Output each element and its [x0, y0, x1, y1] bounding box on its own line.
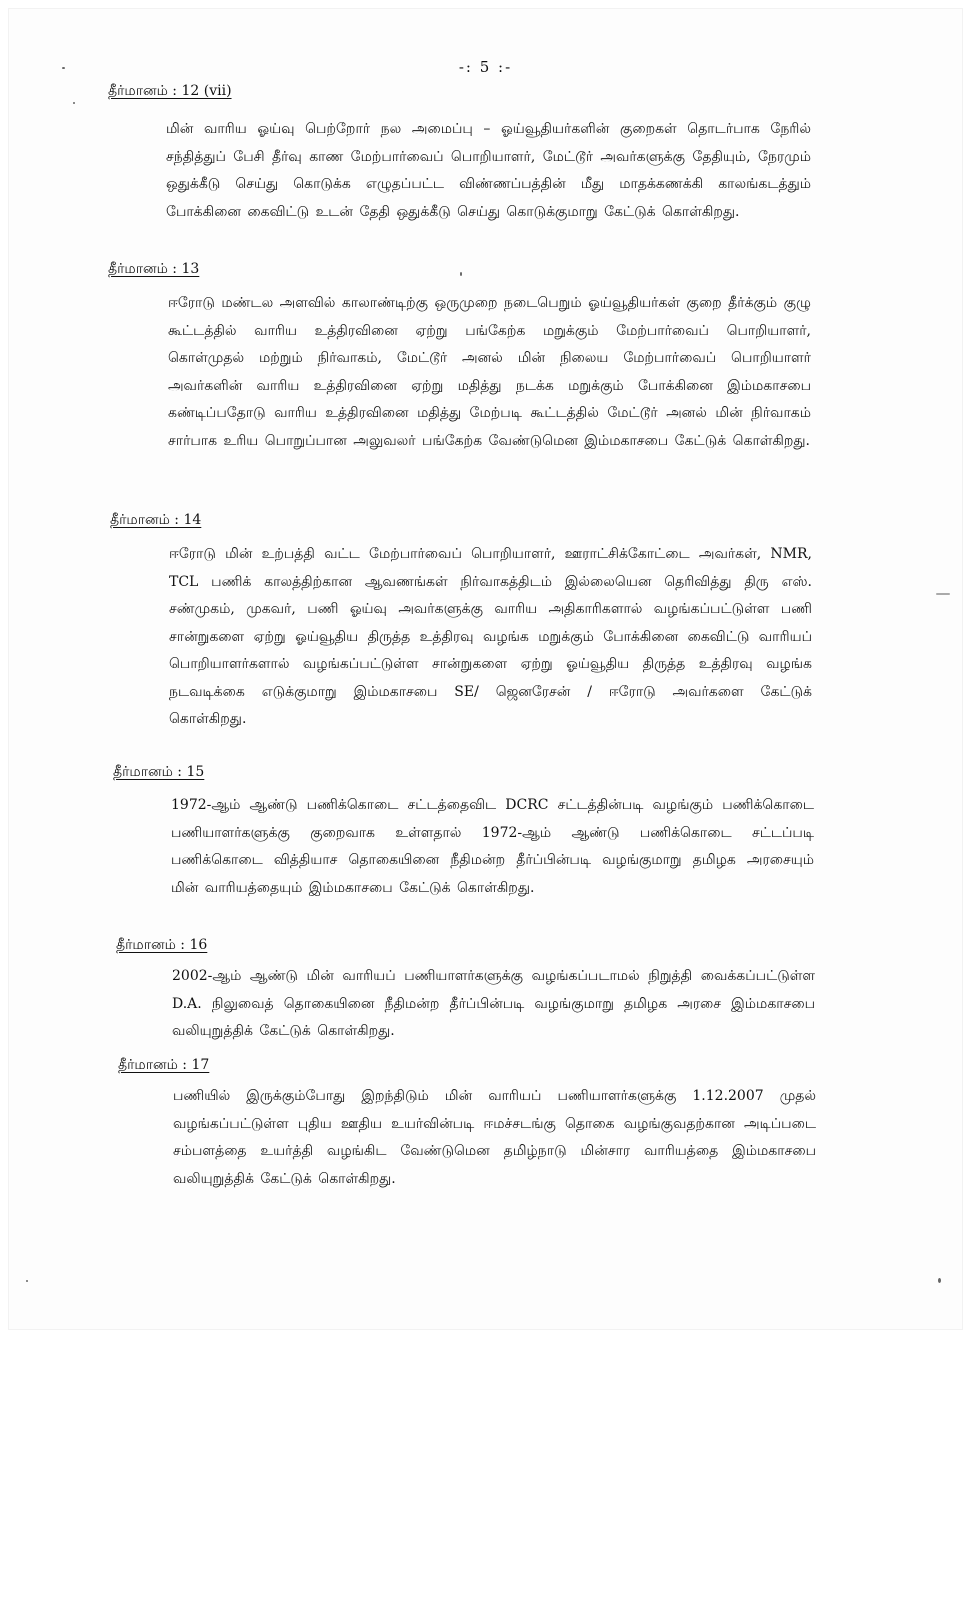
scan-speck: [938, 1278, 941, 1283]
scan-speck: [26, 1280, 28, 1282]
scan-speck: [73, 102, 75, 104]
resolution-body: 1972-ஆம் ஆண்டு பணிக்கொடை சட்டத்தைவிட DCRC சட்டத்தின்படி வழங்கும் பணிக்கொடை பணியாளர்களுக்கு குறைவாக உள்ளதால் 1972-ஆம் ஆண்டு பணிக்கொடை சட்டப்படி பணிக்கொடை வித்தியாச தொகையினை நீதிமன்ற தீர்ப்பின்படி வழங்குமாறு தமிழக அரசையும் மின் வாரியத்தையும் இம்மகாசபை கேட்டுக் கொள்கிறது.: [171, 797, 814, 896]
resolution-heading: தீர்மானம் : 13: [108, 261, 200, 277]
resolution-heading: தீர்மானம் : 15: [113, 764, 205, 780]
page-number: -: 5 :-: [458, 58, 513, 76]
scan-speck: [460, 272, 462, 276]
scan-speck: [62, 67, 65, 69]
resolution-body: மின் வாரிய ஓய்வு பெற்றோர் நல அமைப்பு – ஓய்வூதியர்களின் குறைகள் தொடர்பாக நேரில் சந்தித்துப் பேசி தீர்வு காண மேற்பார்வைப் பொறியாளர், மேட்டூர் அவர்களுக்கு தேதியும், நேரமும் ஒதுக்கீடு செய்து கொடுக்க எழுதப்பட்ட விண்ணப்பத்தின் மீது மாதக்கணக்கி காலங்கடத்தும் போக்கினை கைவிட்டு உடன் தேதி ஒதுக்கீடு செய்து கொடுக்குமாறு கேட்டுக் கொள்கிறது.: [166, 121, 811, 220]
scan-speck: [936, 593, 950, 595]
resolution-body: ஈரோடு மின் உற்பத்தி வட்ட மேற்பார்வைப் பொறியாளர், ஊராட்சிக்கோட்டை அவர்கள், NMR, TCL பணிக் காலத்திற்கான ஆவணங்கள் நிர்வாகத்திடம் இல்லையென தெரிவித்து திரு எஸ். சண்முகம், முகவர், பணி ஓய்வு அவர்களுக்கு வாரிய அதிகாரிகளால் வழங்கப்பட்டுள்ள பணி சான்றுகளை ஏற்று ஓய்வூதிய திருத்த உத்திரவு வழங்க மறுக்கும் போக்கினை கைவிட்டு வாரியப் பொறியாளர்களால் வழங்கப்பட்டுள்ள சான்றுகளை ஏற்று ஓய்வூதிய திருத்த உத்திரவு வழங்க நடவடிக்கை எடுக்குமாறு இம்மகாசபை SE/ ஜெனரேசன் / ஈரோடு அவர்களை கேட்டுக் கொள்கிறது.: [169, 546, 812, 727]
resolution-body: பணியில் இருக்கும்போது இறந்திடும் மின் வாரியப் பணியாளர்களுக்கு 1.12.2007 முதல் வழங்கப்பட்டுள்ள புதிய ஊதிய உயர்வின்படி ஈமச்சடங்கு தொகை வழங்குவதற்கான அடிப்படை சம்பளத்தை உயர்த்தி வழங்கிட வேண்டுமென தமிழ்நாடு மின்சார வாரியத்தை இம்மகாசபை வலியுறுத்திக் கேட்டுக் கொள்கிறது.: [173, 1088, 816, 1187]
resolution-body: ஈரோடு மண்டல அளவில் காலாண்டிற்கு ஒருமுறை நடைபெறும் ஓய்வூதியர்கள் குறை தீர்க்கும் குழு கூட்டத்தில் வாரிய உத்திரவினை ஏற்று பங்கேற்க மறுக்கும் மேற்பார்வைப் பொறியாளர், கொள்முதல் மற்றும் நிர்வாகம், மேட்டூர் அனல் மின் நிலைய மேற்பார்வைப் பொறியாளர் அவர்களின் வாரிய உத்திரவினை ஏற்று மதித்து நடக்க மறுக்கும் போக்கினை இம்மகாசபை கண்டிப்பதோடு வாரிய உத்திரவினை மதித்து மேற்படி கூட்டத்தில் மேட்டூர் அனல் மின் நிர்வாகம் சார்பாக உரிய பொறுப்பான அலுவலர் பங்கேற்க வேண்டுமென இம்மகாசபை கேட்டுக் கொள்கிறது.: [168, 295, 811, 449]
resolution-heading: தீர்மானம் : 14: [110, 512, 202, 528]
resolution-heading: தீர்மானம் : 16: [116, 937, 208, 953]
resolution-heading: தீர்மானம் : 12 (vii): [108, 83, 232, 99]
resolution-heading: தீர்மானம் : 17: [118, 1057, 210, 1073]
resolution-body: 2002-ஆம் ஆண்டு மின் வாரியப் பணியாளர்களுக்கு வழங்கப்படாமல் நிறுத்தி வைக்கப்பட்டுள்ள D.A. நிலுவைத் தொகையினை நீதிமன்ற தீர்ப்பின்படி வழங்குமாறு தமிழக அரசை இம்மகாசபை வலியுறுத்திக் கேட்டுக் கொள்கிறது.: [172, 968, 815, 1039]
